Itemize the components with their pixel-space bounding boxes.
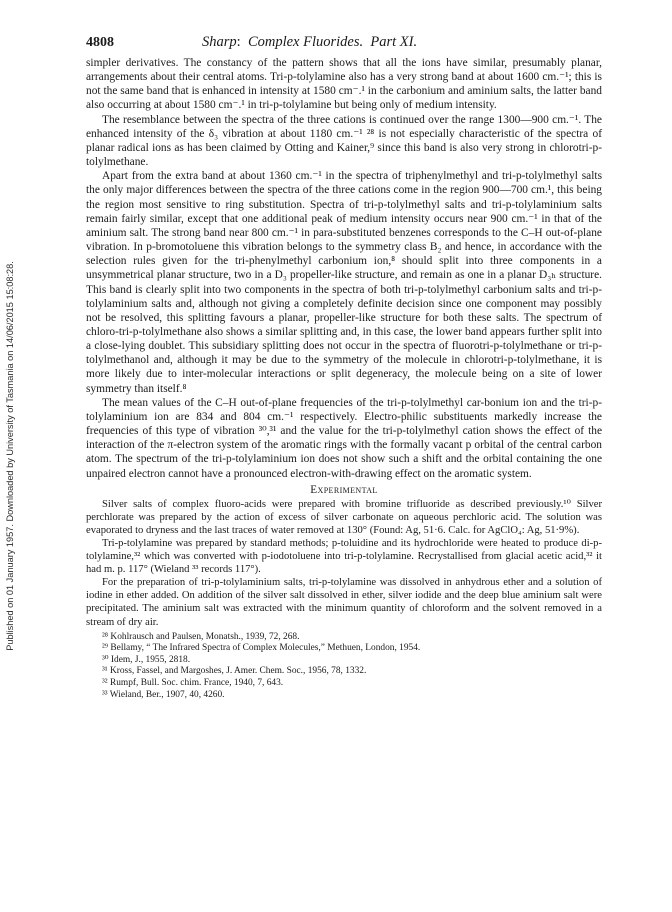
- running-header: [86, 34, 602, 56]
- running-title-separator: :: [236, 34, 241, 50]
- paragraph-out-of-plane-frequencies: The mean values of the C–H out-of-plane frequencies of the tri-p-tolylmethyl car-bonium ion and the tri-p-tolylaminium ion are 834 and 804 cm.⁻¹ respectively. Electro-philic substituents markedly increase the frequencies of this type of vibration ³⁰,³¹ and the value for the tri-p-tolylmethyl cation shows the effect of the interaction of the π-electron system of the aromatic rings with the formally vacant p orbital of the central carbon atom. The spectrum of the tri-p-tolylaminium ion does not show such a shift and the orbital containing the one unpaired electron cannot have a pronounced electron-with-drawing effect on the aromatic system.: [86, 396, 602, 480]
- experimental-paragraph-amine-prep: Tri-p-tolylamine was prepared by standard methods; p-toluidine and its hydrochloride were heated to produce di-p-tolylamine,³² which was converted with p-iodotoluene into tri-p-tolylamine. Recrystallised from glacial acetic acid,³² it had m. p. 117° (Wieland ³³ records 117°).: [86, 537, 602, 576]
- page-body: [86, 34, 602, 701]
- experimental-section: [86, 498, 602, 629]
- page-number: 4808: [86, 35, 114, 50]
- footnote-29: ²⁹ Bellamy, “ The Infrared Spectra of Complex Molecules,” Methuen, London, 1954.: [102, 643, 421, 654]
- running-title-subject: Complex Fluorides.: [247, 34, 364, 50]
- section-heading-experimental: [86, 483, 602, 497]
- download-watermark-text: Published on 01 January 1957. Downloaded by University of Tasmania on 14/06/2015 15:08:28.: [5, 261, 15, 651]
- footnote-33: ³³ Wieland, Ber., 1907, 40, 4260.: [102, 689, 225, 700]
- running-title-author: Sharp: [202, 34, 237, 50]
- experimental-paragraph-silver-salts: Silver salts of complex fluoro-acids were prepared with bromine trifluoride as described previously.¹⁰ Silver perchlorate was prepared by the action of excess of silver carbonate on aqueous perchloric acid. The solution was evaporated to dryness and the last traces of water removed at 130° (Found: Ag, 51·6. Calc. for AgClO₄: Ag, 51·9%).: [86, 498, 602, 536]
- footnote-28: ²⁸ Kohlrausch and Paulsen, Monatsh., 1939, 72, 268.: [102, 631, 300, 642]
- footnotes: [86, 632, 602, 702]
- experimental-paragraph-aminium-salts: For the preparation of tri-p-tolylaminium salts, tri-p-tolylamine was dissolved in anhydrous ether and a solution of iodine in ether added. On addition of the silver salt dissolved in ether, silver iodide and the deep blue aminium salt were precipitated. The aminium salt was extracted with the minimum quantity of chloroform and the solvent removed in a stream of dry air.: [86, 577, 602, 628]
- section-heading-text: Experimental: [310, 483, 378, 496]
- running-title: [176, 34, 602, 51]
- paragraph-continuation: simpler derivatives. The constancy of the pattern shows that all the ions have similar, presumably planar, arrangements about their central atoms. Tri-p-tolylamine also has a very strong band at about 1600 cm.⁻¹; this is not the same band that is enhanced in intensity at 1580 cm⁻.¹ in the carbonium and aminium salts, the latter band also occurring at about 1580 cm⁻.¹ in tri-p-tolylamine but being only of medium intensity.: [86, 57, 602, 112]
- running-title-part: Part XI.: [370, 34, 418, 50]
- download-watermark: [0, 0, 22, 912]
- footnote-32: ³² Rumpf, Bull. Soc. chim. France, 1940, 7, 643.: [102, 678, 284, 688]
- paragraph-cation-spectra: The resemblance between the spectra of the three cations is continued over the range 1300—900 cm.⁻¹. The enhanced intensity of the δ₃ vibration at about 1180 cm.⁻¹ ²⁸ is not especially characteristic of the spectra of planar radical ions as has been claimed by Otting and Kainer,⁹ since this band is also very strong in chlorotri-p-tolylmethane.: [86, 113, 602, 169]
- paragraph-ring-substitution: Apart from the extra band at about 1360 cm.⁻¹ in the spectra of triphenylmethyl and tri-p-tolylmethyl salts the only major differences between the spectra of the three cations come in the region 900—700 cm.¹, this being the region most sensitive to ring substitution. Spectra of tri-p-tolylmethyl salts and tri-p-tolylaminium salts remain fairly similar, except that one additional peak of medium intensity occurs near 900 cm.⁻¹ in that of the aminium salt. The strong band near 800 cm.⁻¹ in para-substituted benzenes corresponds to the C–H out-of-plane vibration. In p-bromotoluene this vibration belongs to the symmetry class B₂ and hence, in accordance with the selection rules given for the tri-phenylmethyl carbonium ion,⁸ should split into three components in a unsymmetrical planar structure, two in a D₃ propeller-like structure, and remain as one in a planar D₃ₕ structure. This band is clearly split into two components in the spectra of both tri-p-tolylmethyl carbonium salts and tri-p-tolylaminium salts and, although not giving a completely definite decision since one component may possibly not be resolved, this splitting favours a planar, propeller-like structure for both these salts. The spectrum of chloro-tri-p-tolylmethane also shows a similar splitting and, in this case, the lower band appears further split into a close-lying doublet. This subsidiary splitting does not occur in the spectra of fluorotri-p-tolylmethane or tri-p-tolylmethanol and, although it may be due to the symmetry of the molecule in chlorotri-p-tolylmethane, it is more likely due to inter-molecular interactions or split degeneracy, the molecule being on a site of lower symmetry than itself.⁸: [86, 170, 602, 395]
- footnote-30: ³⁰ Idem, J., 1955, 2818.: [102, 654, 191, 665]
- footnote-31: ³¹ Kross, Fassel, and Margoshes, J. Amer. Chem. Soc., 1956, 78, 1332.: [102, 666, 367, 677]
